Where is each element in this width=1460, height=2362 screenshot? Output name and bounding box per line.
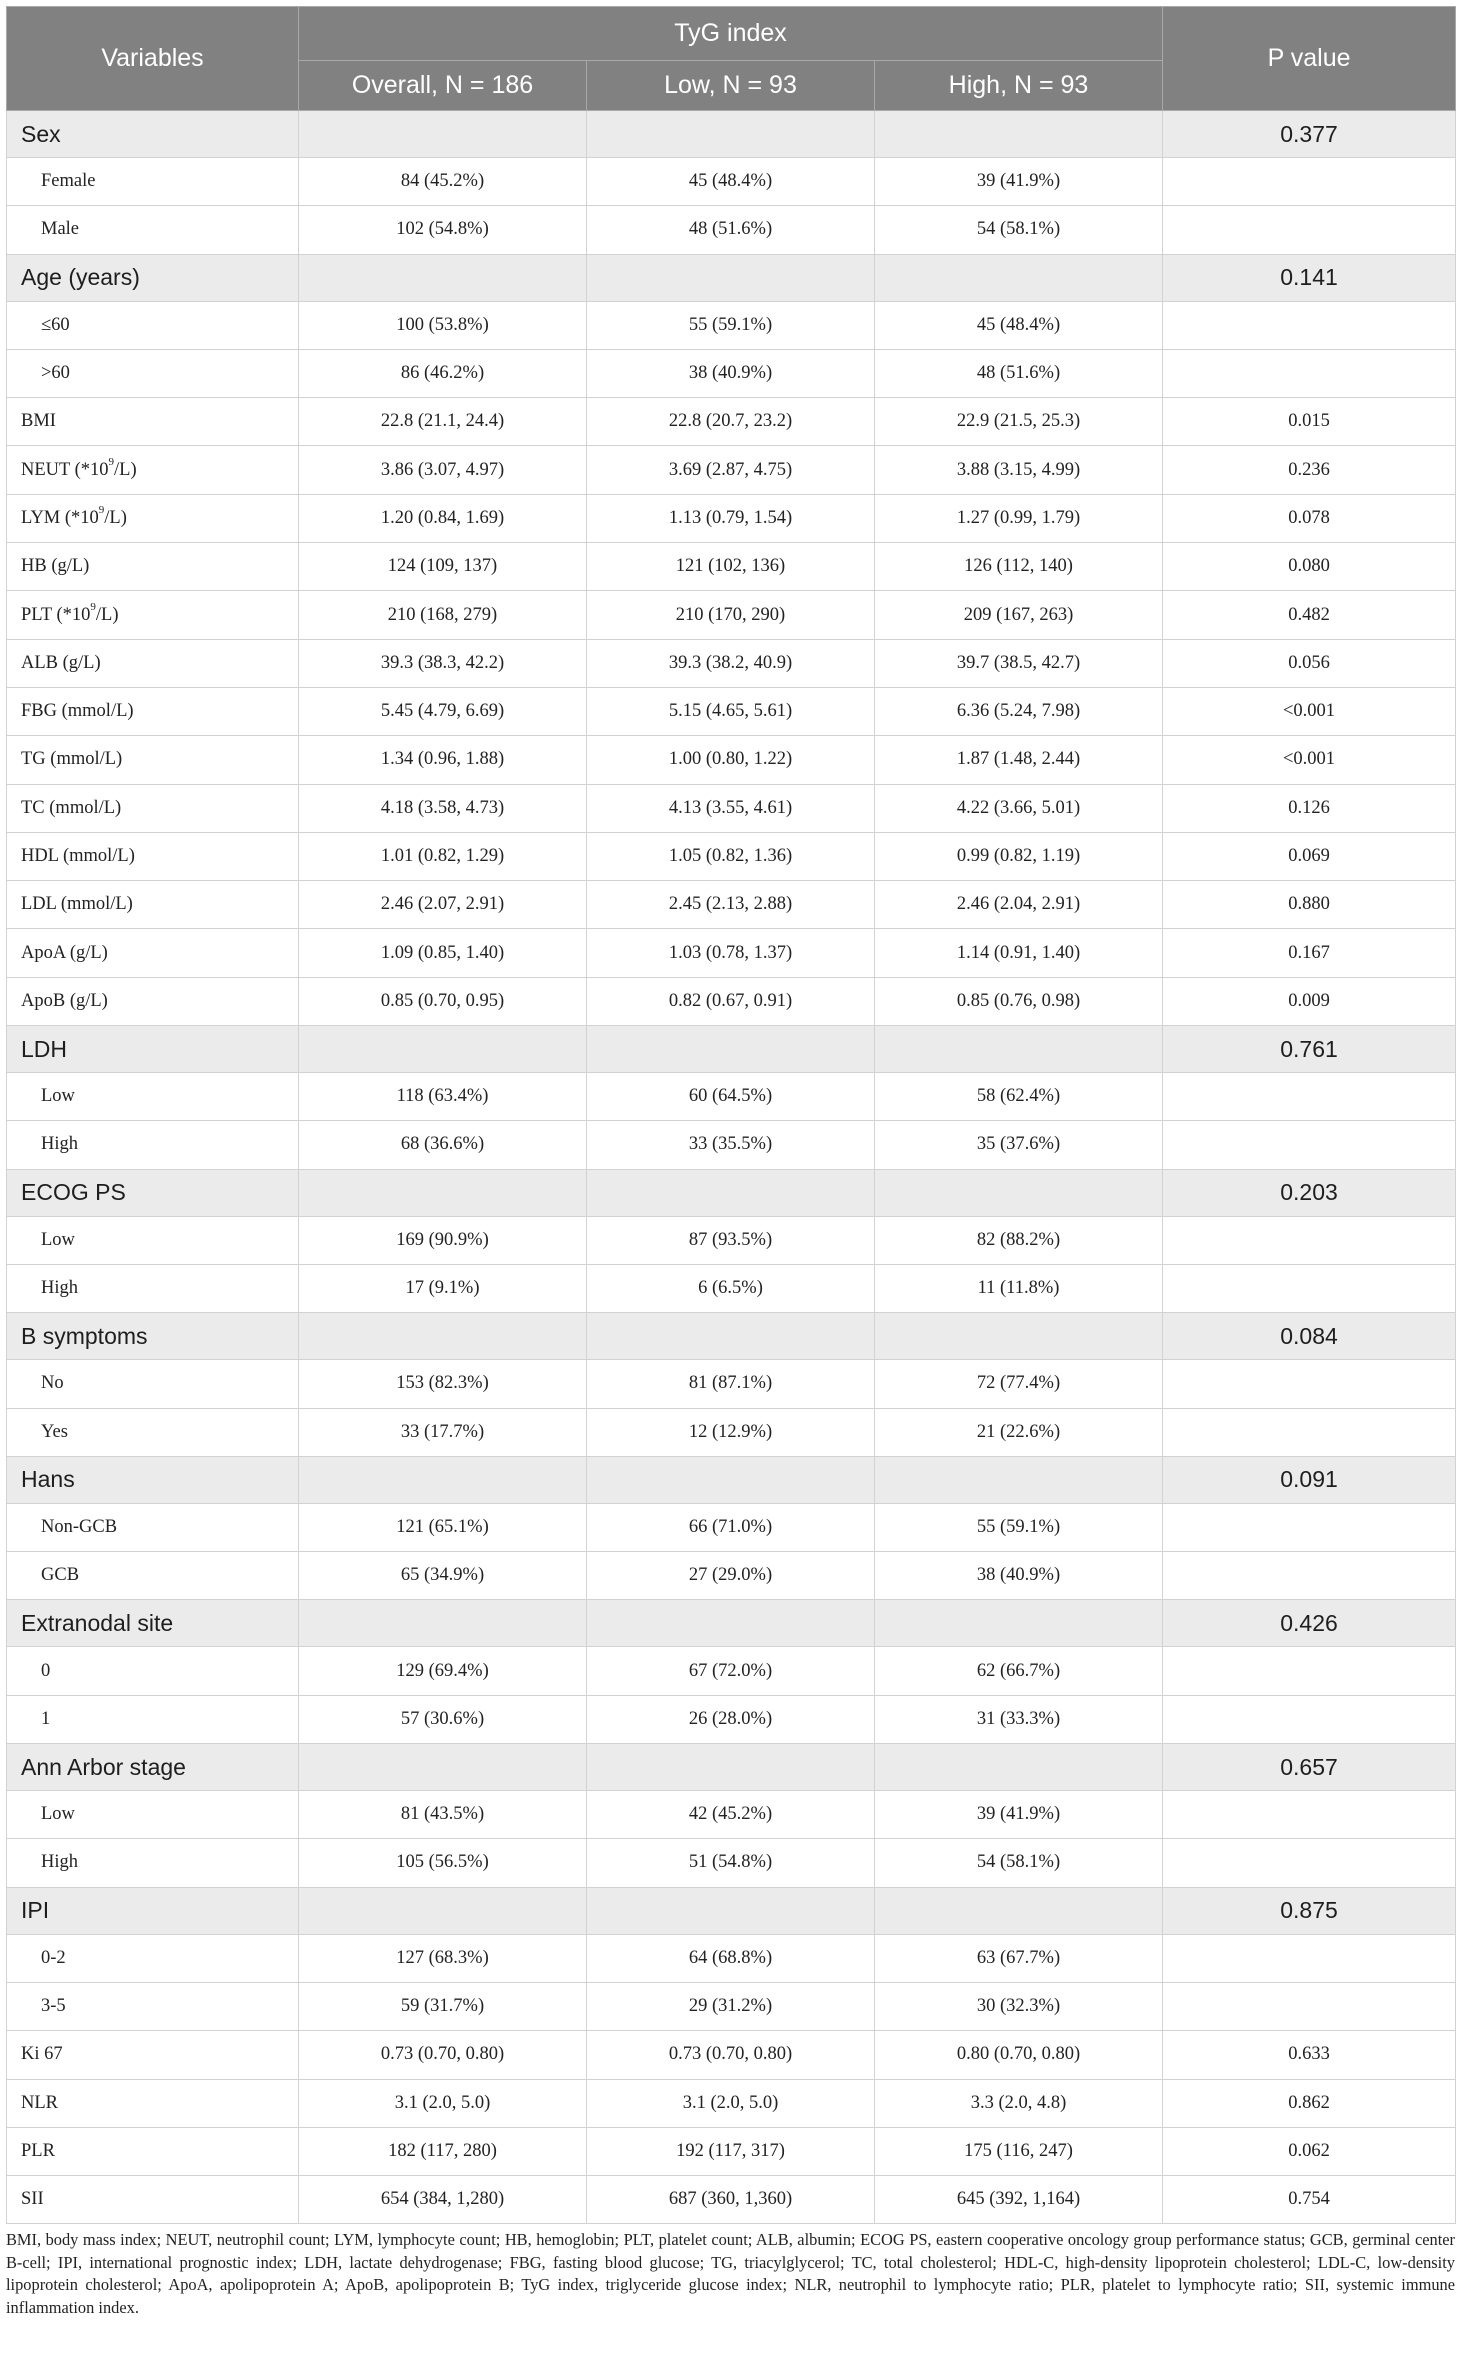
cell-low: 42 (45.2%) <box>587 1791 875 1839</box>
cell-p-value <box>1163 301 1456 349</box>
header-high: High, N = 93 <box>875 61 1163 111</box>
cell-low: 67 (72.0%) <box>587 1647 875 1695</box>
table-row <box>7 1839 1456 1887</box>
cell-p-value: 0.009 <box>1163 977 1456 1025</box>
cell-high: 39.7 (38.5, 42.7) <box>875 639 1163 687</box>
header-overall: Overall, N = 186 <box>299 61 587 111</box>
cell-low <box>587 1600 875 1647</box>
cell-overall: 3.1 (2.0, 5.0) <box>299 2079 587 2127</box>
cell-low: 192 (117, 317) <box>587 2127 875 2175</box>
cell-low: 48 (51.6%) <box>587 206 875 254</box>
cell-low: 55 (59.1%) <box>587 301 875 349</box>
cell-p-value: 0.056 <box>1163 639 1456 687</box>
cell-overall: 86 (46.2%) <box>299 349 587 397</box>
cell-p-value: 0.377 <box>1163 111 1456 158</box>
variable-label: Male <box>7 206 299 254</box>
cell-high: 6.36 (5.24, 7.98) <box>875 687 1163 735</box>
table-header <box>7 7 1456 111</box>
cell-low: 5.15 (4.65, 5.61) <box>587 687 875 735</box>
cell-p-value: 0.091 <box>1163 1456 1456 1503</box>
cell-overall <box>299 111 587 158</box>
cell-high: 48 (51.6%) <box>875 349 1163 397</box>
cell-high: 30 (32.3%) <box>875 1982 1163 2030</box>
table-row <box>7 1408 1456 1456</box>
cell-overall <box>299 1313 587 1360</box>
cell-overall <box>299 1744 587 1791</box>
table-row <box>7 1360 1456 1408</box>
variable-label: No <box>7 1360 299 1408</box>
cell-low: 3.69 (2.87, 4.75) <box>587 446 875 494</box>
cell-p-value <box>1163 1216 1456 1264</box>
cell-p-value: 0.126 <box>1163 784 1456 832</box>
cell-low: 51 (54.8%) <box>587 1839 875 1887</box>
variable-label: Yes <box>7 1408 299 1456</box>
cell-overall <box>299 1169 587 1216</box>
variable-label: Ki 67 <box>7 2031 299 2079</box>
cell-p-value <box>1163 1408 1456 1456</box>
cell-high: 11 (11.8%) <box>875 1264 1163 1312</box>
cell-high <box>875 1887 1163 1934</box>
cell-high: 54 (58.1%) <box>875 1839 1163 1887</box>
variable-label: LDH <box>7 1026 299 1073</box>
cell-high: 72 (77.4%) <box>875 1360 1163 1408</box>
cell-high: 0.99 (0.82, 1.19) <box>875 832 1163 880</box>
cell-overall: 1.20 (0.84, 1.69) <box>299 494 587 542</box>
cell-high <box>875 1744 1163 1791</box>
table-row <box>7 1695 1456 1743</box>
cell-low <box>587 1887 875 1934</box>
cell-high: 45 (48.4%) <box>875 301 1163 349</box>
table-footnote: BMI, body mass index; NEUT, neutrophil count; LYM, lymphocyte count; HB, hemoglobin; PLT, platelet count; ALB, albumin; ECOG PS, eastern cooperative oncology group performance status; GCB, germinal center B-cell; IPI, international prognostic index; LDH, lactate dehydrogenase; FBG, fasting blood glucose; TG, triacylglycerol; TC, total cholesterol; HDL-C, high-density lipoprotein cholesterol; LDL-C, low-density lipoprotein cholesterol; ApoA, apolipoprotein A; ApoB, apolipoprotein B; TyG index, triglyceride glucose index; NLR, neutrophil to lymphocyte ratio; PLR, platelet to lymphocyte ratio; SII, systemic immune inflammation index. <box>6 2230 1455 2317</box>
table-row <box>7 1982 1456 2030</box>
table-row <box>7 1121 1456 1169</box>
cell-p-value <box>1163 206 1456 254</box>
cell-high <box>875 111 1163 158</box>
variable-label: ApoB (g/L) <box>7 977 299 1025</box>
cell-p-value <box>1163 1264 1456 1312</box>
cell-low <box>587 1169 875 1216</box>
cell-overall: 22.8 (21.1, 24.4) <box>299 398 587 446</box>
variable-label: Ann Arbor stage <box>7 1744 299 1791</box>
variable-label: ApoA (g/L) <box>7 929 299 977</box>
cell-low: 121 (102, 136) <box>587 543 875 591</box>
cell-high: 4.22 (3.66, 5.01) <box>875 784 1163 832</box>
cell-high: 35 (37.6%) <box>875 1121 1163 1169</box>
cell-low: 45 (48.4%) <box>587 158 875 206</box>
table-row <box>7 1073 1456 1121</box>
table-row <box>7 1647 1456 1695</box>
cell-p-value: 0.761 <box>1163 1026 1456 1073</box>
cell-overall: 121 (65.1%) <box>299 1503 587 1551</box>
table-row <box>7 2127 1456 2175</box>
cell-low: 3.1 (2.0, 5.0) <box>587 2079 875 2127</box>
cell-overall: 33 (17.7%) <box>299 1408 587 1456</box>
cell-overall: 124 (109, 137) <box>299 543 587 591</box>
cell-low <box>587 1456 875 1503</box>
table-row <box>7 158 1456 206</box>
cell-low: 12 (12.9%) <box>587 1408 875 1456</box>
cell-low: 39.3 (38.2, 40.9) <box>587 639 875 687</box>
cell-low: 1.03 (0.78, 1.37) <box>587 929 875 977</box>
variable-label: HB (g/L) <box>7 543 299 591</box>
variable-label-exponent: 9 <box>90 600 96 613</box>
variable-label: High <box>7 1121 299 1169</box>
cell-p-value: 0.426 <box>1163 1600 1456 1647</box>
cell-low: 27 (29.0%) <box>587 1552 875 1600</box>
cell-high: 62 (66.7%) <box>875 1647 1163 1695</box>
variable-label-text: PLT (*10 <box>21 604 91 625</box>
cell-overall: 654 (384, 1,280) <box>299 2176 587 2224</box>
variable-label: Low <box>7 1073 299 1121</box>
variable-label: >60 <box>7 349 299 397</box>
cell-p-value: 0.078 <box>1163 494 1456 542</box>
variable-label-exponent: 9 <box>98 503 105 516</box>
cell-overall: 17 (9.1%) <box>299 1264 587 1312</box>
table-row <box>7 446 1456 494</box>
cell-p-value: 0.084 <box>1163 1313 1456 1360</box>
cell-high: 31 (33.3%) <box>875 1695 1163 1743</box>
cell-high: 63 (67.7%) <box>875 1934 1163 1982</box>
variable-label: TG (mmol/L) <box>7 736 299 784</box>
cell-p-value <box>1163 1552 1456 1600</box>
variable-label: Age (years) <box>7 254 299 301</box>
cell-low <box>587 1026 875 1073</box>
variable-label-unit: /L) <box>114 459 137 480</box>
cell-low: 1.13 (0.79, 1.54) <box>587 494 875 542</box>
cell-p-value <box>1163 1360 1456 1408</box>
cell-overall: 153 (82.3%) <box>299 1360 587 1408</box>
cell-high: 21 (22.6%) <box>875 1408 1163 1456</box>
cell-p-value: 0.069 <box>1163 832 1456 880</box>
cell-low: 66 (71.0%) <box>587 1503 875 1551</box>
group-header-row <box>7 1600 1456 1647</box>
cell-high <box>875 1313 1163 1360</box>
cell-p-value <box>1163 158 1456 206</box>
variable-label: 0 <box>7 1647 299 1695</box>
cell-p-value <box>1163 1839 1456 1887</box>
cell-overall: 59 (31.7%) <box>299 1982 587 2030</box>
cell-overall: 105 (56.5%) <box>299 1839 587 1887</box>
cell-overall: 5.45 (4.79, 6.69) <box>299 687 587 735</box>
cell-p-value: 0.862 <box>1163 2079 1456 2127</box>
variable-label: Low <box>7 1216 299 1264</box>
cell-p-value: 0.880 <box>1163 881 1456 929</box>
variable-label: TC (mmol/L) <box>7 784 299 832</box>
table-row <box>7 2176 1456 2224</box>
cell-high: 3.3 (2.0, 4.8) <box>875 2079 1163 2127</box>
table-row <box>7 591 1456 639</box>
table-row <box>7 543 1456 591</box>
cell-high <box>875 254 1163 301</box>
cell-overall: 1.09 (0.85, 1.40) <box>299 929 587 977</box>
variable-label: GCB <box>7 1552 299 1600</box>
cell-p-value <box>1163 349 1456 397</box>
table-row <box>7 784 1456 832</box>
cell-low: 0.82 (0.67, 0.91) <box>587 977 875 1025</box>
cell-high: 0.85 (0.76, 0.98) <box>875 977 1163 1025</box>
cell-p-value <box>1163 1503 1456 1551</box>
cell-high <box>875 1026 1163 1073</box>
cell-overall: 118 (63.4%) <box>299 1073 587 1121</box>
variable-label-text: LYM (*10 <box>21 507 99 528</box>
table-row <box>7 349 1456 397</box>
variable-label-exponent: 9 <box>108 455 115 468</box>
group-header-row <box>7 1887 1456 1934</box>
header-variables: Variables <box>7 7 299 111</box>
variable-label-unit: /L) <box>95 604 119 625</box>
variable-label: FBG (mmol/L) <box>7 687 299 735</box>
cell-low: 33 (35.5%) <box>587 1121 875 1169</box>
cell-high <box>875 1456 1163 1503</box>
variable-label: PLR <box>7 2127 299 2175</box>
cell-p-value: 0.015 <box>1163 398 1456 446</box>
cell-high: 126 (112, 140) <box>875 543 1163 591</box>
cell-overall: 2.46 (2.07, 2.91) <box>299 881 587 929</box>
table-row <box>7 2031 1456 2079</box>
cell-low: 210 (170, 290) <box>587 591 875 639</box>
cell-high: 55 (59.1%) <box>875 1503 1163 1551</box>
cell-low: 0.73 (0.70, 0.80) <box>587 2031 875 2079</box>
cell-overall: 129 (69.4%) <box>299 1647 587 1695</box>
table-row <box>7 977 1456 1025</box>
table-row <box>7 398 1456 446</box>
cell-p-value: 0.754 <box>1163 2176 1456 2224</box>
cell-overall <box>299 1887 587 1934</box>
group-header-row <box>7 1026 1456 1073</box>
cell-overall: 1.34 (0.96, 1.88) <box>299 736 587 784</box>
variable-label: BMI <box>7 398 299 446</box>
cell-overall: 100 (53.8%) <box>299 301 587 349</box>
variable-label: Female <box>7 158 299 206</box>
cell-low: 6 (6.5%) <box>587 1264 875 1312</box>
variable-label: Extranodal site <box>7 1600 299 1647</box>
cell-high: 645 (392, 1,164) <box>875 2176 1163 2224</box>
group-header-row <box>7 254 1456 301</box>
variable-label: Non-GCB <box>7 1503 299 1551</box>
table-row <box>7 1503 1456 1551</box>
cell-p-value <box>1163 1647 1456 1695</box>
cell-overall: 3.86 (3.07, 4.97) <box>299 446 587 494</box>
header-p-value: P value <box>1163 7 1456 111</box>
cell-p-value: 0.203 <box>1163 1169 1456 1216</box>
table-row <box>7 687 1456 735</box>
cell-overall: 0.85 (0.70, 0.95) <box>299 977 587 1025</box>
cell-high: 39 (41.9%) <box>875 158 1163 206</box>
variable-label: 3-5 <box>7 1982 299 2030</box>
cell-overall: 4.18 (3.58, 4.73) <box>299 784 587 832</box>
variable-label <box>7 446 299 494</box>
table-page <box>6 6 1455 2319</box>
table-row <box>7 929 1456 977</box>
table-row <box>7 1934 1456 1982</box>
table-row <box>7 2079 1456 2127</box>
cell-overall: 68 (36.6%) <box>299 1121 587 1169</box>
variable-label: B symptoms <box>7 1313 299 1360</box>
cell-overall <box>299 1600 587 1647</box>
cell-p-value <box>1163 1982 1456 2030</box>
cell-p-value: 0.482 <box>1163 591 1456 639</box>
variable-label: 0-2 <box>7 1934 299 1982</box>
cell-high: 54 (58.1%) <box>875 206 1163 254</box>
cell-overall: 182 (117, 280) <box>299 2127 587 2175</box>
cell-p-value <box>1163 1934 1456 1982</box>
cell-high: 39 (41.9%) <box>875 1791 1163 1839</box>
cell-high: 0.80 (0.70, 0.80) <box>875 2031 1163 2079</box>
cell-high: 38 (40.9%) <box>875 1552 1163 1600</box>
variable-label: High <box>7 1264 299 1312</box>
table-row <box>7 1264 1456 1312</box>
cell-p-value: 0.875 <box>1163 1887 1456 1934</box>
cell-high: 1.87 (1.48, 2.44) <box>875 736 1163 784</box>
variable-label: ALB (g/L) <box>7 639 299 687</box>
cell-overall <box>299 254 587 301</box>
table-row <box>7 1216 1456 1264</box>
cell-low: 64 (68.8%) <box>587 1934 875 1982</box>
cell-high: 22.9 (21.5, 25.3) <box>875 398 1163 446</box>
variable-label: Hans <box>7 1456 299 1503</box>
cell-p-value <box>1163 1695 1456 1743</box>
table-row <box>7 736 1456 784</box>
cell-low: 1.05 (0.82, 1.36) <box>587 832 875 880</box>
cell-p-value: 0.657 <box>1163 1744 1456 1791</box>
cell-overall <box>299 1026 587 1073</box>
baseline-characteristics-table <box>6 6 1456 2224</box>
table-row <box>7 301 1456 349</box>
cell-high: 1.14 (0.91, 1.40) <box>875 929 1163 977</box>
cell-overall: 1.01 (0.82, 1.29) <box>299 832 587 880</box>
cell-low: 38 (40.9%) <box>587 349 875 397</box>
cell-low: 29 (31.2%) <box>587 1982 875 2030</box>
cell-low <box>587 1313 875 1360</box>
cell-p-value: <0.001 <box>1163 687 1456 735</box>
cell-low: 26 (28.0%) <box>587 1695 875 1743</box>
cell-overall: 102 (54.8%) <box>299 206 587 254</box>
cell-overall: 210 (168, 279) <box>299 591 587 639</box>
cell-high <box>875 1600 1163 1647</box>
cell-overall: 0.73 (0.70, 0.80) <box>299 2031 587 2079</box>
cell-overall: 84 (45.2%) <box>299 158 587 206</box>
variable-label: Sex <box>7 111 299 158</box>
cell-low: 687 (360, 1,360) <box>587 2176 875 2224</box>
cell-p-value <box>1163 1121 1456 1169</box>
cell-p-value: 0.167 <box>1163 929 1456 977</box>
cell-p-value: 0.236 <box>1163 446 1456 494</box>
table-row <box>7 1791 1456 1839</box>
cell-overall <box>299 1456 587 1503</box>
table-row <box>7 206 1456 254</box>
group-header-row <box>7 1456 1456 1503</box>
variable-label: NLR <box>7 2079 299 2127</box>
cell-overall: 39.3 (38.3, 42.2) <box>299 639 587 687</box>
cell-high <box>875 1169 1163 1216</box>
cell-overall: 81 (43.5%) <box>299 1791 587 1839</box>
cell-high: 175 (116, 247) <box>875 2127 1163 2175</box>
group-header-row <box>7 1169 1456 1216</box>
cell-p-value: 0.141 <box>1163 254 1456 301</box>
table-row <box>7 494 1456 542</box>
variable-label-unit: /L) <box>104 507 127 528</box>
variable-label <box>7 591 299 639</box>
cell-high: 1.27 (0.99, 1.79) <box>875 494 1163 542</box>
cell-high: 82 (88.2%) <box>875 1216 1163 1264</box>
variable-label: IPI <box>7 1887 299 1934</box>
cell-high: 2.46 (2.04, 2.91) <box>875 881 1163 929</box>
cell-high: 209 (167, 263) <box>875 591 1163 639</box>
cell-low: 22.8 (20.7, 23.2) <box>587 398 875 446</box>
variable-label: HDL (mmol/L) <box>7 832 299 880</box>
table-row <box>7 881 1456 929</box>
group-header-row <box>7 111 1456 158</box>
cell-high: 3.88 (3.15, 4.99) <box>875 446 1163 494</box>
variable-label-text: NEUT (*10 <box>21 459 109 480</box>
group-header-row <box>7 1744 1456 1791</box>
cell-low: 60 (64.5%) <box>587 1073 875 1121</box>
variable-label: SII <box>7 2176 299 2224</box>
variable-label <box>7 494 299 542</box>
cell-p-value: 0.080 <box>1163 543 1456 591</box>
table-body <box>7 111 1456 2224</box>
variable-label: ≤60 <box>7 301 299 349</box>
cell-high: 58 (62.4%) <box>875 1073 1163 1121</box>
cell-p-value: <0.001 <box>1163 736 1456 784</box>
table-row <box>7 639 1456 687</box>
variable-label: Low <box>7 1791 299 1839</box>
cell-p-value: 0.062 <box>1163 2127 1456 2175</box>
header-low: Low, N = 93 <box>587 61 875 111</box>
cell-low <box>587 254 875 301</box>
variable-label: ECOG PS <box>7 1169 299 1216</box>
variable-label: 1 <box>7 1695 299 1743</box>
group-header-row <box>7 1313 1456 1360</box>
cell-p-value <box>1163 1073 1456 1121</box>
variable-label: High <box>7 1839 299 1887</box>
header-tyg-index: TyG index <box>299 7 1163 61</box>
cell-overall: 65 (34.9%) <box>299 1552 587 1600</box>
cell-p-value <box>1163 1791 1456 1839</box>
cell-low <box>587 111 875 158</box>
variable-label: LDL (mmol/L) <box>7 881 299 929</box>
cell-overall: 169 (90.9%) <box>299 1216 587 1264</box>
cell-low: 4.13 (3.55, 4.61) <box>587 784 875 832</box>
table-row <box>7 1552 1456 1600</box>
cell-low: 2.45 (2.13, 2.88) <box>587 881 875 929</box>
cell-low: 81 (87.1%) <box>587 1360 875 1408</box>
cell-overall: 127 (68.3%) <box>299 1934 587 1982</box>
cell-overall: 57 (30.6%) <box>299 1695 587 1743</box>
cell-low: 1.00 (0.80, 1.22) <box>587 736 875 784</box>
cell-low: 87 (93.5%) <box>587 1216 875 1264</box>
table-row <box>7 832 1456 880</box>
cell-p-value: 0.633 <box>1163 2031 1456 2079</box>
cell-low <box>587 1744 875 1791</box>
